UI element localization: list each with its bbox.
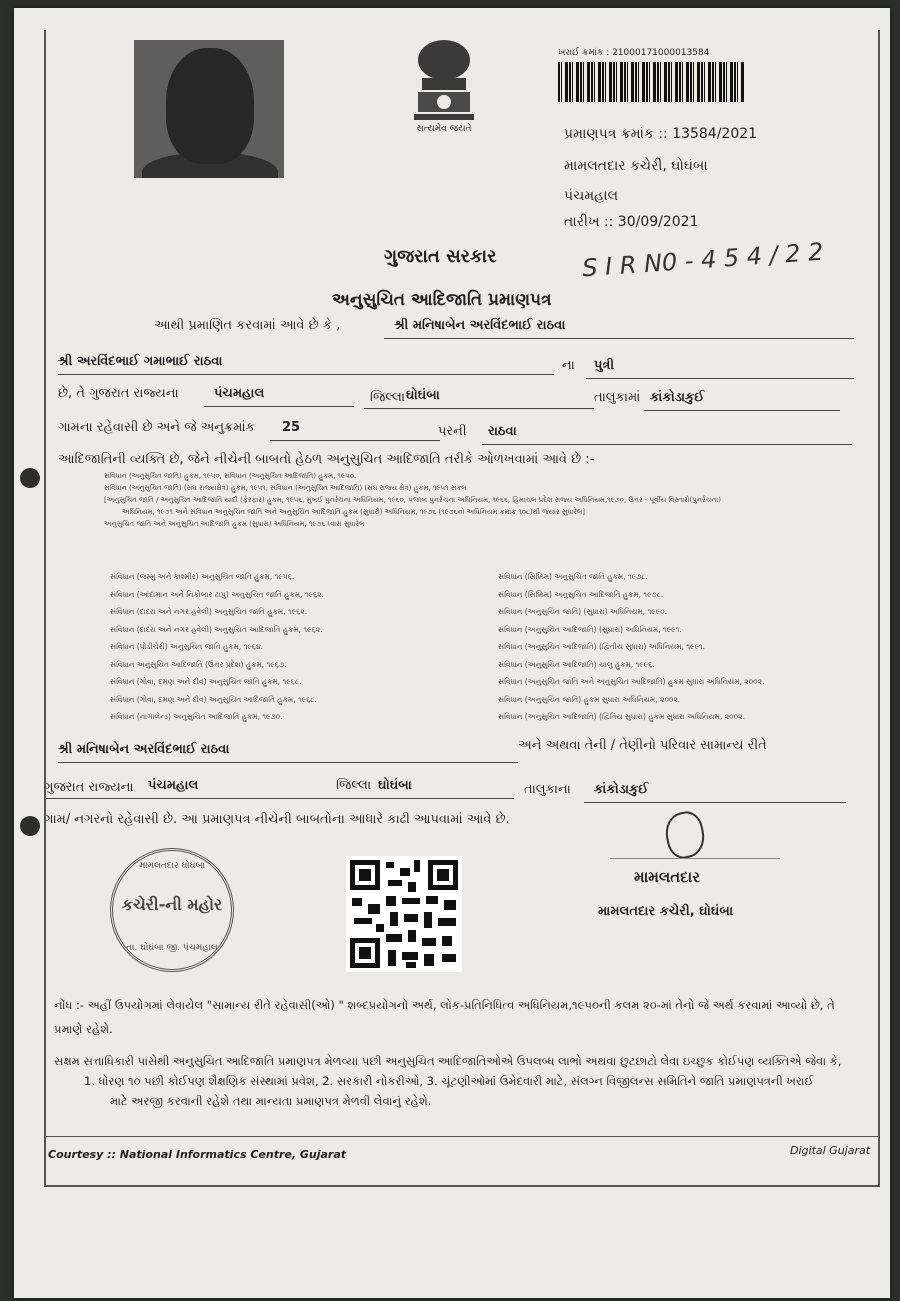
act-item: સંવિધાન (અનુસુચિત જાતિ) હુકમ સુધારા અધિનિયમ, ૨૦૦૨. (498, 694, 681, 704)
taluka-value: ઘોઘંબા (406, 388, 440, 403)
serial-number: 25 (282, 420, 301, 435)
note-line-4: 1. ધોરણ ૧૦ પછી કોઈપણ શૈક્ષણિક સંસ્થામાં પ્રવેશ, 2. સરકારી નોકરીઓ, 3. ચૂંટણીઓમાં ઉમેદવારી માટે, સંલગ્ન વિજીલન્સ સમિતિને જાતિ પ્રમાણપત્રની ખરાઈ (84, 1074, 814, 1088)
certificate-title: અનુસુચિત આદિજાતિ પ્રમાણપત્ર (332, 290, 552, 310)
act-item: સંવિધાન (પોંડીચેરી) અનુસુચિત જાતિ હુકમ, ૧૯૬૪. (110, 642, 264, 651)
relation: પુત્રી (594, 358, 615, 373)
act-item: સંવિધાન અનુસુચિત આદિજાતિ (ઉત્તર પ્રદેશ) હુકમ, ૧૯૬૭. (110, 659, 287, 669)
fine-print-line: અધિનિયમ, ૧૯૭૧ અને સંવિધાન અનુસુચિત જાતિ અને અનુસુચિત આદિજાતિ હુકમ (સુધારો) અધિનિયમ, ૧૯૭૬ (૧૯૭૬નો અધિનિયમ ક્રમાંક ૧૦૮)થી જ્યાર સુધારેલ] (122, 508, 586, 516)
fine-print-line: અનુસુચિત જાતિ અને અનુસુચિત આદિજાતિ હુકમ (સુધારા) અધિનિયમ, ૧૯૭૬ ધ્વારા સુધારેલ (104, 520, 365, 528)
act-item: સંવિધાન (અનુસુચિત આદિજાતિ) ચાલુ હુકમ, ૧૯૯૬. (498, 659, 655, 669)
district-value: પંચમહાલ (214, 386, 265, 401)
state-label: ગુજરાત રાજ્યના (44, 780, 134, 795)
district-value-2: પંચમહાલ (148, 778, 199, 793)
note-line-3: સક્ષમ સત્તાધિકારી પાસેથી અનુસુચિત આદિજાતિ પ્રમાણપત્ર મેળવ્યા પછી અનુસુચિત આદિજાતિઓએ ઉપલબ્ધ લાભો અથવા છુટછાટો લેવા ઇચ્છુક કોઈપણ વ્યક્તિએ જેવા કે, (54, 1054, 842, 1068)
barcode-number: ખરાઈ ક્રમાંક : 21000171000013584 (558, 48, 710, 58)
parni-label: પરની (438, 424, 467, 439)
office-seal (110, 848, 234, 972)
issuing-district: પંચમહાલ (564, 188, 619, 204)
acts-left-column (110, 568, 324, 726)
basis-statement: ગામ/ નગરનો રહેવાસી છે. આ પ્રમાણપત્ર નીચેની બાબતોના આધારે કાઢી આપવામાં આવે છે. (44, 812, 510, 827)
issuing-office: મામલતદાર કચેરી, ઘોઘંબા (564, 158, 708, 174)
footer-brand: Digital Gujarat (790, 1144, 871, 1157)
certificate-paper (14, 8, 890, 1298)
act-item: સંવિધાન (અનુસુચિત આદિજાતિ) (દ્વિતીય સુધારા) અધિનિયમ, ૧૯૯૧. (498, 642, 705, 651)
father-name: શ્રી અરવિંદભાઈ ગમાભાઈ રાઠવા (58, 354, 223, 369)
taluka-value-2: ઘોઘંબા (378, 778, 412, 793)
act-item: સંવિધાન (ગોવા, દમણ અને દીવ) અનુસુચિત આદિજાતિ હુકમ, ૧૯૬૮. (110, 694, 317, 704)
certify-prefix: આથી પ્રમાણિત કરવામાં આવે છે કે , (154, 318, 341, 333)
act-item: સંવિધાન (અનુસુચિત જાતિ) (સુધારા) અધિનિયમ, ૧૯૯૦. (498, 607, 667, 616)
fine-print-line: સંવિધાન (અનુસુચિત જાતિ) (સંઘ રાજ્યક્ષેત્ર) હુકમ, ૧૯૫૧, સંવિધાન (અનુસુચિત આદિજાતિ) (સંઘ રાજ્ય ક્ષેત્ર) હુકમ, ૧૯૫૧ સંકલ (104, 484, 467, 492)
resident-prefix: ગામના રહેવાસી છે અને જે અનુક્રમાંક (58, 420, 255, 435)
handwritten-reference: S I R N0 - 4 5 4 / 2 2 (581, 237, 825, 283)
footer-courtesy: Courtesy :: National Informatics Centre, Gujarat (48, 1148, 347, 1161)
act-item: સંવિધાન (નાગાલેન્ડ) અનુસુચિત આદિજાતિ હુકમ, ૧૯૭૦. (110, 712, 283, 721)
act-item: સંવિધાન (અનુસુચિત આદિજાતિ) (સુધારા) અધિનિયમ, ૧૯૯૧. (498, 624, 682, 634)
jilla-label: જિલ્લા (370, 390, 406, 405)
issue-date: તારીખ :: 30/09/2021 (564, 214, 699, 230)
act-item: સંવિધાન (સિક્કિમ) અનુસુચિત જાતિ હુકમ, ૧૯૭૮. (498, 572, 648, 581)
ashoka-emblem-icon (406, 36, 482, 124)
village-value: કાંકોડાકુઈ (650, 390, 705, 405)
taluka-label: તાલુકામાં (594, 390, 641, 405)
note-line-2: પ્રમાણે રહેશે. (54, 1022, 113, 1036)
act-item: સંવિધાન (દાદરા અને નગર હવેલી) અનુસુચિત જાતિ હુકમ, ૧૯૬૨. (110, 607, 308, 616)
taluka-label-2: તાલુકાના (524, 782, 571, 797)
applicant-photo (134, 40, 284, 178)
seal-middle-text: કચેરી-ની મહોર (121, 895, 223, 914)
village-value-2: કાંકોડાકુઈ (594, 782, 649, 797)
holder-name: શ્રી મનિષાબેન અરવિંદભાઈ રાઠવા (394, 318, 566, 333)
na-label: ના (562, 358, 575, 373)
fine-print-line: [અનુસુચિત જાતિ / અનુસુચિત આદિજાતિ યાદી (ફેરફાર) હુકમ, ૧૯૫૬, મુંબઈ પુનર્રચના અધિનિયમ, ૧૯૬૦, પંજાબ પુનર્રચના અધિનિયમ, ૧૯૬૬, હિમાચલ પ્રદેશ રાજ્ય અધિનિયમ,૧૯૭૦, ઉત્તર - પૂર્વીય વિસ્તારો(પુનર્રચના) (104, 496, 721, 504)
emblem-motto: સત્યમેવ જયતે (416, 124, 472, 134)
act-item: સંવિધાન (દાદરા અને નગર હવેલી) અનુસુચિત આદિજાતિ હુકમ, ૧૯૬૨. (110, 624, 323, 634)
family-clause: અને અથવા તેની / તેણીનો પરિવાર સામાન્ય રીતે (518, 738, 767, 753)
note-line-5: માટે અરજી કરવાની રહેશે તથા માન્યતા પ્રમાણપત્ર મેળવી લેવાનું રહેશે. (110, 1094, 432, 1108)
state-prefix: છે, તે ગુજરાત રાજ્યના (58, 386, 179, 401)
qr-code (346, 856, 462, 972)
acts-right-column (498, 568, 764, 726)
government-title: ગુજરાત સરકાર (384, 246, 497, 267)
act-item: સંવિધાન (જમ્મુ અને કાશ્મીર) અનુસુચિત જાતિ હુકમ, ૧૯૫૬. (110, 572, 295, 581)
act-item: સંવિધાન (આંદામાન અને નિકોબાર ટાપુ) અનુસુચિત જાતિ હુકમ, ૧૯૬૨. (110, 589, 324, 599)
act-item: સંવિધાન (સિક્કિમ) અનુસુચિત આદિજાતિ હુકમ, ૧૯૭૮. (498, 589, 664, 599)
punch-hole (20, 816, 40, 836)
act-item: સંવિધાન (અનુસુચિત આદિજાતિ) (દ્વિતિય સુધારા) હુકમ સુધારા અધિનિયમ, ૨૦૦૨. (498, 712, 745, 721)
signatory-title: મામલતદાર (634, 868, 700, 886)
act-item: સંવિધાન (અનુસુચિત જાતિ અને અનુસુચિત આદિજાતિ) હુકમ સુધારા અધિનિયમ, ૨૦૦૨. (498, 677, 765, 686)
recognition-statement: આદિજાતિની વ્યક્તિ છે, જેને નીચેની બાબતો હેઠળ અનુસુચિત આદિજાતિ તરીકે ઓળખવામાં આવે છે :- (58, 452, 595, 467)
jilla-label-2: જિલ્લા (336, 778, 372, 793)
act-item: સંવિધાન (ગોવા, દમણ અને દીવ) અનુસુચિત જાતિ હુકમ, ૧૯૬૮. (110, 677, 302, 686)
punch-hole (20, 468, 40, 488)
fine-print-line: સંવિધાન (અનુસુચિત જાતિ) હુકમ, ૧૯૫૦, સંવિધાન (અનુસુચિત આદિજાતિ) હુકમ, ૧૯૫૦. (104, 472, 357, 480)
certificate-number: પ્રમાણપત્ર ક્રમાંક :: 13584/2021 (564, 126, 758, 142)
signatory-office: મામલતદાર કચેરી, ઘોઘંબા (598, 904, 734, 919)
fine-print-list (104, 470, 854, 530)
resident-name: શ્રી મનિષાબેન અરવિંદભાઈ રાઠવા (58, 742, 230, 757)
note-line-1: નોંધ :- અહીં ઉપયોગમાં લેવાયેલ "સામાન્ય રીતે રહેવાસી(ઓ) " શબ્દપ્રયોગનો અર્થ, લોક-પ્રતિનિધિત્વ અધિનિયમ,૧૯૫૦ની કલમ ૨૦-માં તેનો જે અર્થ કરવામાં આવ્યો છે, તે (54, 998, 835, 1012)
seal-top-text: મામલતદાર ઘોઘંબા (139, 861, 205, 871)
seal-bottom-text: તા. ઘોઘંબા જી. પંચમહાલ (126, 943, 218, 953)
barcode (558, 62, 744, 102)
tribe-name: રાઠવા (488, 424, 517, 439)
